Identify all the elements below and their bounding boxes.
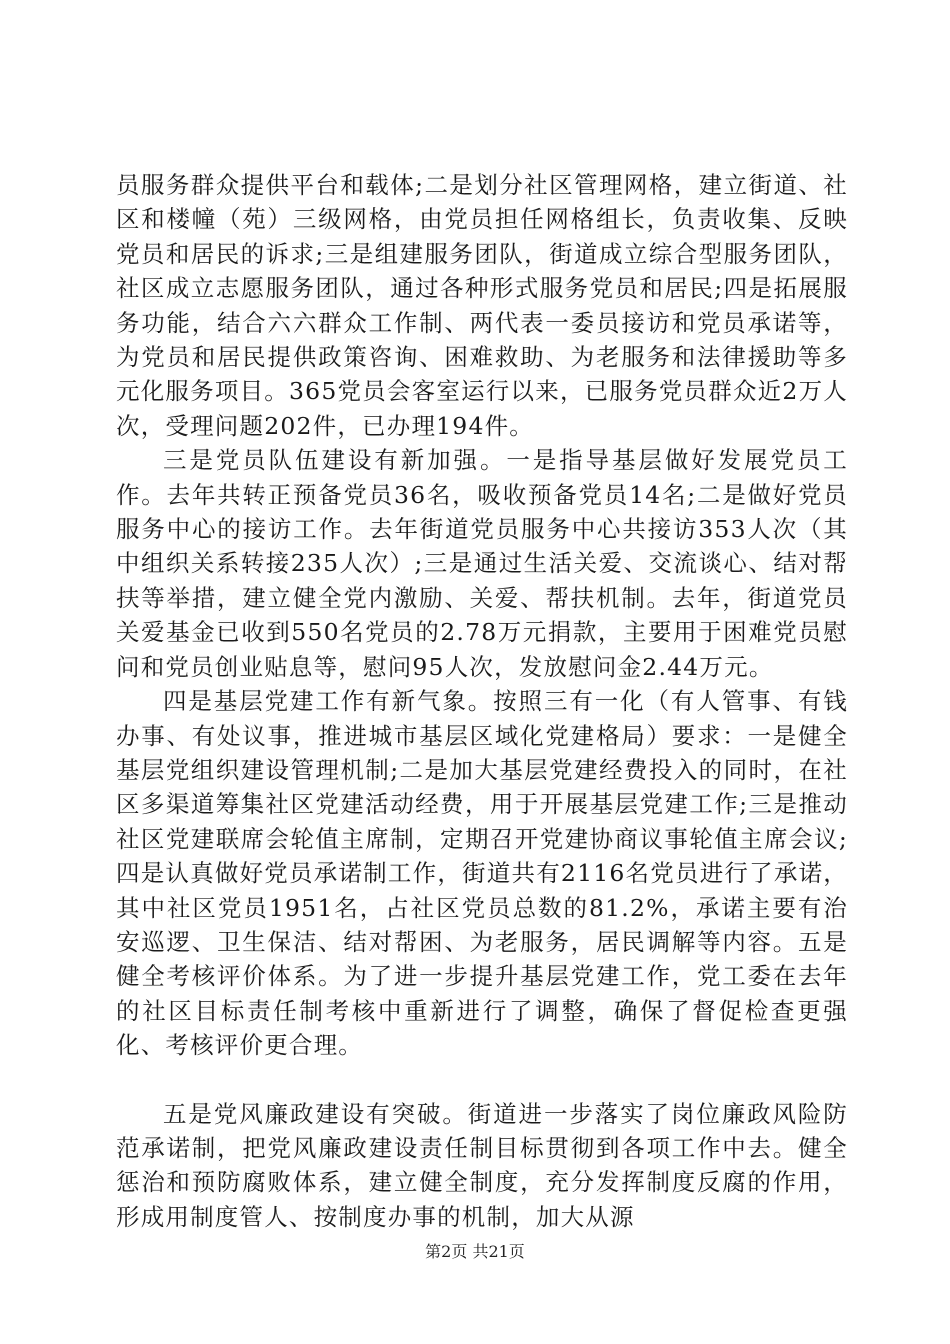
paragraph-grassroots-party-building: 四是基层党建工作有新气象。按照三有一化（有人管事、有钱办事、有处议事，推进城市基层区域化党建格局）要求：一是健全基层党组织建设管理机制;二是加大基层党建经费投入的同时，在社区多渠道筹集社区党建活动经费，用于开展基层党建工作;三是推动社区党建联席会轮值主席制，定期召开党建协商议事轮值主席会议;四是认真做好党员承诺制工作，街道共有2116名党员进行了承诺，其中社区党员1951名，占社区党员总数的81.2%，承诺主要有治安巡逻、卫生保洁、结对帮困、为老服务，居民调解等内容。五是健全考核评价体系。为了进一步提升基层党建工作，党工委在去年的社区目标责任制考核中重新进行了调整，确保了督促检查更强化、考核评价更合理。 xyxy=(116,687,848,1060)
document-body xyxy=(116,168,848,1234)
paragraph-party-member-team: 三是党员队伍建设有新加强。一是指导基层做好发展党员工作。去年共转正预备党员36名，吸收预备党员14名;二是做好党员服务中心的接访工作。去年街道党员服务中心共接访353人次（其中组织关系转接235人次）;三是通过生活关爱、交流谈心、结对帮扶等举措，建立健全党内激励、关爱、帮扶机制。去年，街道党员关爱基金已收到550名党员的2.78万元捐款，主要用于困难党员慰问和党员创业贴息等，慰问95人次，发放慰问金2.44万元。 xyxy=(116,446,848,681)
paragraph-continuation: 员服务群众提供平台和载体;二是划分社区管理网格，建立街道、社区和楼幢（苑）三级网格，由党员担任网格组长，负责收集、反映党员和居民的诉求;三是组建服务团队，街道成立综合型服务团队，社区成立志愿服务团队，通过各种形式服务党员和居民;四是拓展服务功能，结合六六群众工作制、两代表一委员接访和党员承诺等，为党员和居民提供政策咨询、困难救助、为老服务和法律援助等多元化服务项目。365党员会客室运行以来，已服务党员群众近2万人次，受理问题202件，已办理194件。 xyxy=(116,171,848,440)
page-footer: 第2页 共21页 xyxy=(425,1242,525,1261)
paragraph-clean-governance: 五是党风廉政建设有突破。街道进一步落实了岗位廉政风险防范承诺制，把党风廉政建设责任制目标贯彻到各项工作中去。健全惩治和预防腐败体系，建立健全制度，充分发挥制度反腐的作用，形成用制度管人、按制度办事的机制，加大从源 xyxy=(116,1099,848,1231)
